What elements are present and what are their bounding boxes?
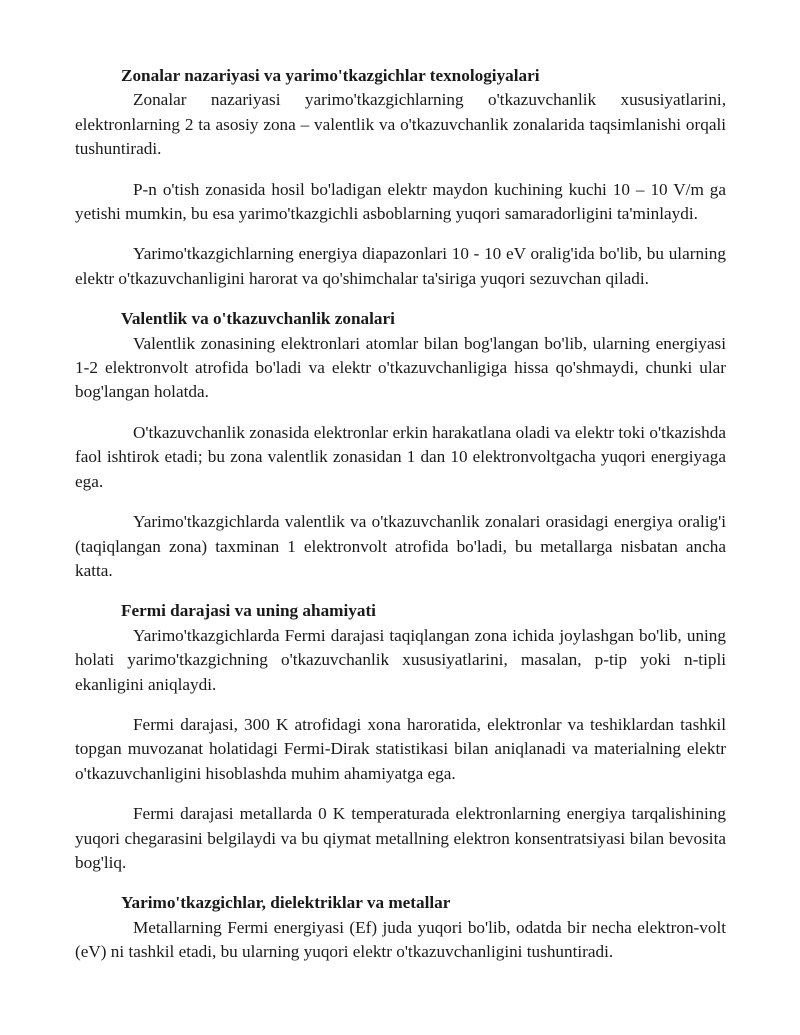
- section-fermi-level: [75, 599, 726, 875]
- paragraph: Zonalar nazariyasi yarimo'tkazgichlarning o'tkazuvchanlik xususiyatlarini, elektronlarning 2 ta asosiy zona – valentlik va o'tkazuvchanlik zonalarida taqsimlanishi orqali tushuntiradi.: [75, 90, 726, 159]
- section-heading: Valentlik va o'tkazuvchanlik zonalari: [121, 309, 395, 329]
- paragraph: Yarimo'tkazgichlarning energiya diapazonlari 10 - 10 eV oralig'ida bo'lib, bu ularning elektr o'tkazuvchanligini harorat va qo'shimchalar ta'siriga yuqori sezuvchan qiladi.: [75, 244, 726, 288]
- paragraph: P-n o'tish zonasida hosil bo'ladigan elektr maydon kuchining kuchi 10 – 10 V/m ga yetishi mumkin, bu esa yarimo'tkazgichli asboblarning yuqori samaradorligini ta'minlaydi.: [75, 179, 726, 224]
- document-page: [75, 64, 726, 965]
- paragraph: Valentlik zonasining elektronlari atomlar bilan bog'langan bo'lib, ularning energiyasi 1-2 elektronvolt atrofida bo'ladi va elektr o'tkazuvchanligiga hissa qo'shmaydi, chunki ular bog'langan holatda.: [75, 333, 726, 402]
- section-valence-conduction: [75, 307, 726, 583]
- paragraph: O'tkazuvchanlik zonasida elektronlar erkin harakatlana oladi va elektr toki o'tkazishda faol ishtirok etadi; bu zona valentlik zonasidan 1 dan 10 elektronvoltgacha yuqori energiyaga ega.: [75, 422, 726, 491]
- section-heading: Yarimo'tkazgichlar, dielektriklar va metallar: [121, 893, 451, 913]
- section-heading: Zonalar nazariyasi va yarimo'tkazgichlar texnologiyalari: [121, 66, 540, 85]
- paragraph: Fermi darajasi metallarda 0 K temperaturada elektronlarning energiya tarqalishining yuqori chegarasini belgilaydi va bu qiymat metallning elektron konsentratsiyasi bilan bevosita bog'liq.: [75, 804, 726, 872]
- paragraph: Yarimo'tkazgichlarda valentlik va o'tkazuvchanlik zonalari orasidagi energiya oralig'i (taqiqlangan zona) taxminan 1 elektronvolt atrofida bo'ladi, bu metallarga nisbatan ancha katta.: [75, 512, 726, 580]
- section-heading: Fermi darajasi va uning ahamiyati: [121, 601, 376, 621]
- paragraph: Fermi darajasi, 300 K atrofidagi xona haroratida, elektronlar va teshiklardan tashkil topgan muvozanat holatidagi Fermi-Dirak statistikasi bilan aniqlanadi va materialning elektr o'tkazuvchanligini hisoblashda muhim ahamiyatga ega.: [75, 714, 726, 783]
- paragraph: Yarimo'tkazgichlarda Fermi darajasi taqiqlangan zona ichida joylashgan bo'lib, uning holati yarimo'tkazgichning o'tkazuvchanlik xususiyatlarini, masalan, p-tip yoki n-tipli ekanligini aniqlaydi.: [75, 625, 726, 694]
- section-semiconductors-dielectrics-metals: [75, 891, 726, 964]
- section-zone-theory: [75, 64, 726, 291]
- paragraph: Metallarning Fermi energiyasi (Ef) juda yuqori bo'lib, odatda bir necha elektron-volt (eV) ni tashkil etadi, bu ularning yuqori elektr o'tkazuvchanligini tushuntiradi.: [75, 917, 726, 962]
